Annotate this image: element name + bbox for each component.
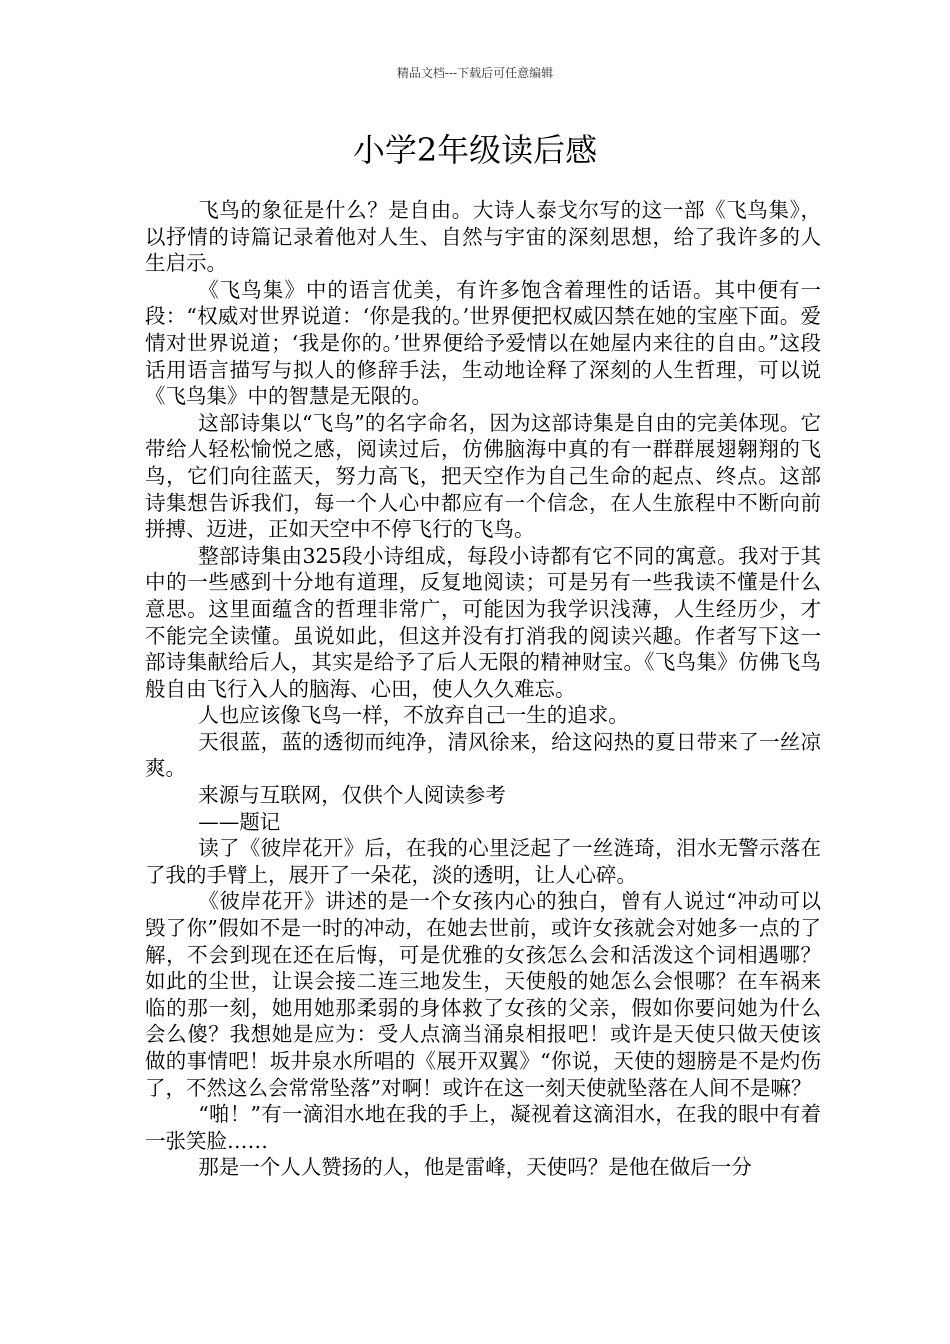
paragraph-4: 整部诗集由325段小诗组成，每段小诗都有它不同的寓意。我对于其中的一些感到十分地有道理，反复地阅读；可是另有一些我读不懂是什么意思。这里面蕴含的哲理非常广，可能因为我学识浅薄，人生经历少，才不能完全读懂。虽说如此，但这并没有打消我的阅读兴趣。作者写下这一部诗集献给后人，其实是给予了后人无限的精神财宝。《飞鸟集》仿佛飞鸟般自由飞行入人的脑海、心田，使人久久难忘。 [145,543,821,701]
paragraph-1: 飞鸟的象征是什么？是自由。大诗人泰戈尔写的这一部《飞鸟集》，以抒情的诗篇记录着他对人生、自然与宇宙的深刻思想，给了我许多的人生启示。 [145,198,821,276]
paragraph-6: 天很蓝，蓝的透彻而纯净，清风徐来，给这闷热的夏日带来了一丝凉爽。 [145,729,821,781]
document-title: 小学2年级读后感 [352,131,598,169]
paragraph-3: 这部诗集以“飞鸟”的名字命名，因为这部诗集是自由的完美体现。它带给人轻松愉悦之感，阅读过后，仿佛脑海中真的有一群群展翅翱翔的飞鸟，它们向往蓝天，努力高飞，把天空作为自己生命的起点、终点。这部诗集想告诉我们，每一个人心中都应有一个信念，在人生旅程中不断向前拼搏、迈进，正如天空中不停飞行的飞鸟。 [145,410,821,542]
paragraph-12: 那是一个人人赞扬的人，他是雷峰，天使吗？是他在做后一分 [198,1155,752,1180]
paragraph-2: 《飞鸟集》中的语言优美，有许多饱含着理性的话语。其中便有一段：“权威对世界说道：‘你是我的。’世界便把权威囚禁在她的宝座下面。爱情对世界说道；‘我是你的。’世界便给予爱情以在她屋内来往的自由。”这段话用语言描写与拟人的修辞手法，生动地诠释了深刻的人生哲理，可以说《飞鸟集》中的智慧是无限的。 [145,277,821,409]
paragraph-10: 《彼岸花开》讲述的是一个女孩内心的独白，曾有人说过“冲动可以毁了你”假如不是一时的冲动，在她去世前，或许女孩就会对她多一点的了解，不会到现在还在后悔，可是优雅的女孩怎么会和活泼这个词相遇哪？如此的尘世，让误会接二连三地发生，天使般的她怎么会恨哪？在车祸来临的那一刻，她用她那柔弱的身体救了女孩的父亲，假如你要问她为什么会么傻？我想她是应为：受人点滴当涌泉相报吧！或许是天使只做天使该做的事情吧！坂井泉水所唱的《展开双翼》“你说，天使的翅膀是不是灼伤了，不然这么会常常坠落”对啊！或许在这一刻天使就坠落在人间不是嘛？ [145,889,821,1100]
document-body [145,197,821,1181]
paragraph-11: “啪！”有一滴泪水地在我的手上，凝视着这滴泪水，在我的眼中有着一张笑脸…… [145,1102,821,1153]
paragraph-5: 人也应该像飞鸟一样，不放弃自己一生的追求。 [198,703,629,728]
paragraph-7: 来源与互联网，仅供个人阅读参考 [198,783,506,808]
paragraph-9: 读了《彼岸花开》后，在我的心里泛起了一丝涟琦，泪水无警示落在了我的手臂上，展开了一朵花，淡的透明，让人心碎。 [145,836,821,887]
page-header: 精品文档---下载后可任意编辑 [396,66,554,80]
paragraph-8: ——题记 [198,809,281,834]
